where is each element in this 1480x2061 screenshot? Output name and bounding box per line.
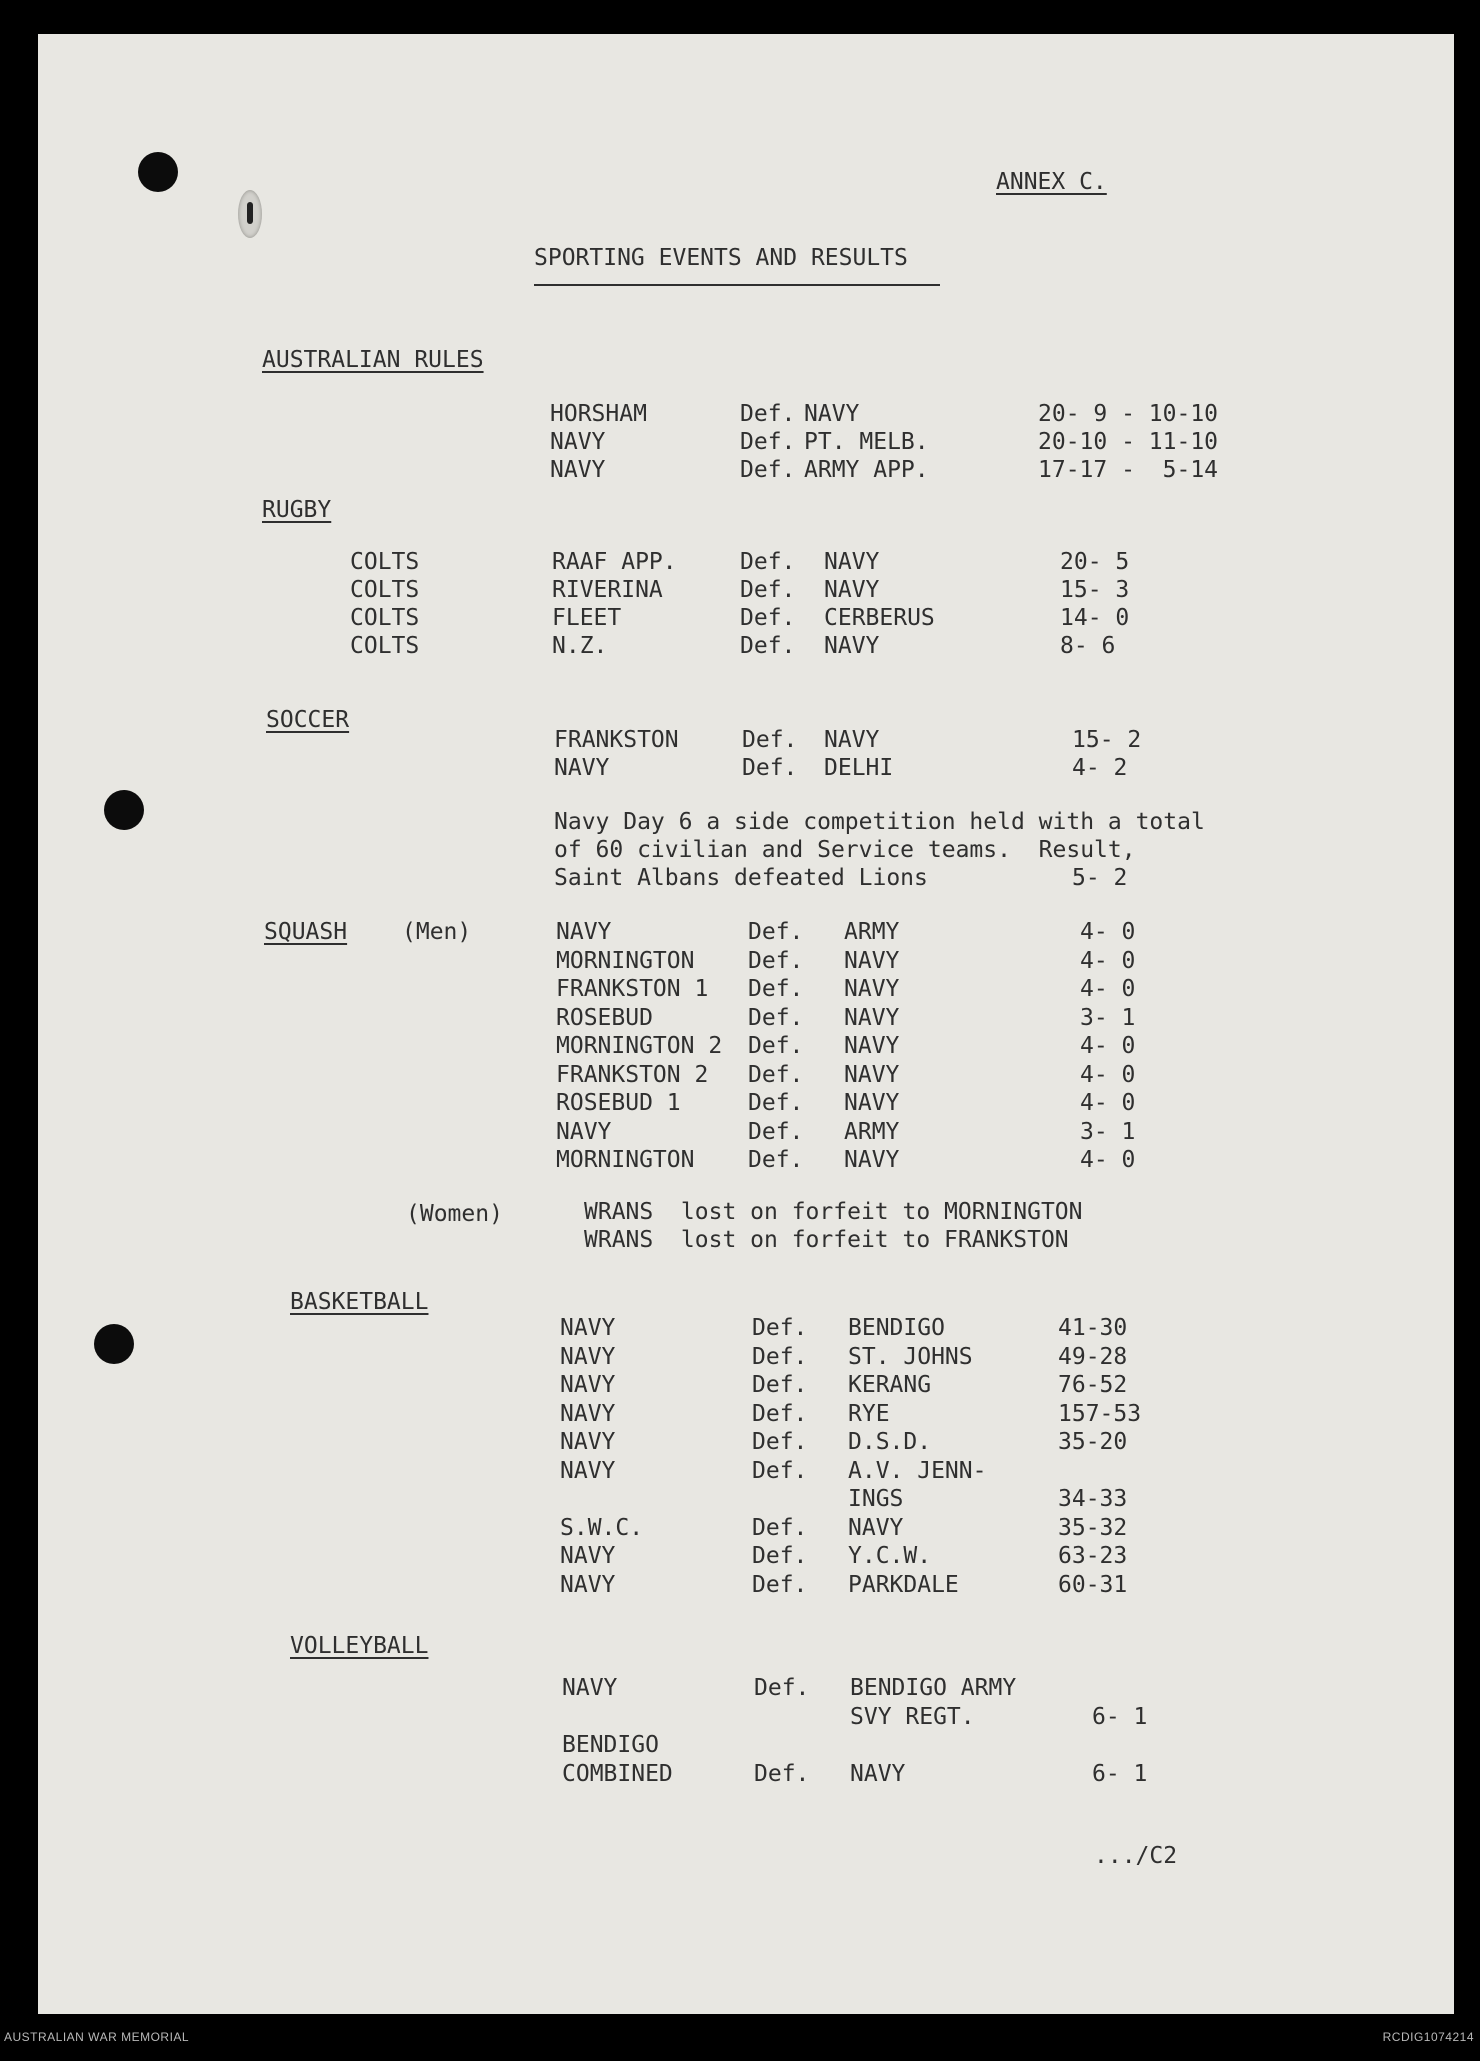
soccer-note-line-1: Navy Day 6 a side competition held with a total [554,809,1205,835]
basketball-def-cell: Def. [752,1429,808,1455]
squash-team-cell: ROSEBUD [556,1004,653,1031]
volleyball-score-cell: 6- 1 [1092,1703,1148,1730]
basketball-def-cell: Def. [752,1343,808,1370]
rugby-grade-cell: COLTS [350,633,420,659]
footer-id: RCDIG1074214 [1382,2030,1474,2044]
soccer-team-cell: FRANKSTON [554,727,679,753]
squash-women-line-2: WRANS lost on forfeit to FRANKSTON [584,1227,1069,1253]
squash-score-cell: 4- 0 [1080,1147,1136,1173]
squash-team-cell: FRANKSTON 1 [556,976,709,1002]
title-underline [534,284,940,286]
aus-opp-cell: PT. MELB. [804,429,929,455]
squash-def-cell: Def. [748,1147,804,1173]
rugby-team-cell: N.Z. [552,633,608,659]
aus-opp-cell: NAVY [804,401,860,427]
basketball-opp-cell: A.V. JENN- [848,1457,987,1484]
rugby-opp-cell: NAVY [824,633,880,659]
rugby-def-cell: Def. [740,633,796,659]
rugby-def-cell: Def. [740,605,796,631]
squash-score-cell: 3- 1 [1080,1004,1136,1031]
squash-women-label: (Women) [406,1201,503,1227]
continued-marker: .../C2 [1094,1843,1178,1869]
rugby-opp-cell: NAVY [824,577,880,603]
basketball-opp-cell: D.S.D. [848,1429,932,1455]
basketball-opp-cell: KERANG [848,1372,932,1398]
basketball-team-cell: NAVY [560,1429,616,1455]
squash-def-cell: Def. [748,1033,804,1059]
squash-def-cell: Def. [748,1061,804,1088]
squash-score-cell: 4- 0 [1080,1090,1136,1116]
basketball-team-cell: NAVY [560,1457,616,1484]
rugby-score-cell: 15- 3 [1060,577,1130,603]
aus-team-cell: HORSHAM [550,401,647,427]
squash-team-cell: MORNINGTON 2 [556,1033,723,1059]
basketball-def-cell: Def. [752,1400,808,1427]
basketball-score-cell: 157-53 [1058,1400,1142,1427]
page-title: SPORTING EVENTS AND RESULTS [534,245,908,271]
rugby-team-cell: FLEET [552,605,622,631]
squash-opp-cell: NAVY [844,1004,900,1031]
squash-opp-cell: NAVY [844,976,900,1002]
rugby-def-cell: Def. [740,549,796,575]
rugby-grade-cell: COLTS [350,605,420,631]
basketball-opp-cell: Y.C.W. [848,1543,932,1569]
aus-team-cell: NAVY [550,429,606,455]
squash-def-cell: Def. [748,976,804,1002]
volleyball-team-cell: BENDIGO [562,1732,659,1758]
basketball-opp-cell: RYE [848,1400,890,1427]
basketball-def-cell: Def. [752,1315,808,1341]
squash-team-cell: MORNINGTON [556,1147,695,1173]
rugby-team-cell: RAAF APP. [552,549,677,575]
basketball-team-cell: NAVY [560,1400,616,1427]
volleyball-score-cell: 6- 1 [1092,1760,1148,1787]
basketball-team-cell: S.W.C. [560,1514,644,1541]
rugby-grade-cell: COLTS [350,549,420,575]
soccer-opp-cell: NAVY [824,727,880,753]
punch-hole-top [138,152,178,192]
squash-opp-cell: ARMY [844,1118,900,1145]
basketball-score-cell: 60-31 [1058,1571,1128,1598]
squash-score-cell: 4- 0 [1080,976,1136,1002]
heading-basketball: BASKETBALL [290,1289,429,1315]
aus-def-cell: Def. [740,457,796,483]
volleyball-opp-cell: BENDIGO ARMY [850,1675,1017,1701]
rugby-score-cell: 14- 0 [1060,605,1130,631]
aus-def-cell: Def. [740,401,796,427]
squash-def-cell: Def. [748,1118,804,1145]
squash-score-cell: 4- 0 [1080,1061,1136,1088]
basketball-opp-cell: BENDIGO [848,1315,945,1341]
heading-australian-rules: AUSTRALIAN RULES [262,347,484,373]
basketball-opp-cell: INGS [848,1486,904,1512]
basketball-team-cell: NAVY [560,1571,616,1598]
basketball-score-cell: 35-20 [1058,1429,1128,1455]
aus-score-cell: 20- 9 - 10-10 [1038,401,1219,427]
annex-label: ANNEX C. [996,169,1107,195]
squash-opp-cell: NAVY [844,947,900,974]
soccer-opp-cell: DELHI [824,755,894,781]
volleyball-opp-cell: NAVY [850,1760,906,1787]
rugby-team-cell: RIVERINA [552,577,663,603]
aus-score-cell: 17-17 - 5-14 [1038,457,1219,483]
rugby-def-cell: Def. [740,577,796,603]
squash-score-cell: 3- 1 [1080,1118,1136,1145]
soccer-note-line-3: Saint Albans defeated Lions [554,865,928,891]
squash-opp-cell: NAVY [844,1147,900,1173]
soccer-def-cell: Def. [742,727,798,753]
squash-team-cell: NAVY [556,919,612,945]
document-page [38,34,1454,2014]
soccer-note-line-2: of 60 civilian and Service teams. Result, [554,837,1136,863]
heading-rugby: RUGBY [262,497,332,523]
punch-hole-lower [94,1324,134,1364]
heading-soccer: SOCCER [266,707,350,733]
volleyball-team-cell: NAVY [562,1675,618,1701]
basketball-team-cell: NAVY [560,1315,616,1341]
basketball-def-cell: Def. [752,1514,808,1541]
squash-def-cell: Def. [748,1090,804,1116]
volleyball-def-cell: Def. [754,1675,810,1701]
basketball-score-cell: 76-52 [1058,1372,1128,1398]
basketball-def-cell: Def. [752,1543,808,1569]
squash-opp-cell: NAVY [844,1033,900,1059]
basketball-def-cell: Def. [752,1372,808,1398]
aus-def-cell: Def. [740,429,796,455]
basketball-score-cell: 49-28 [1058,1343,1128,1370]
squash-def-cell: Def. [748,919,804,945]
soccer-def-cell: Def. [742,755,798,781]
basketball-score-cell: 34-33 [1058,1486,1128,1512]
basketball-team-cell: NAVY [560,1543,616,1569]
squash-opp-cell: NAVY [844,1090,900,1116]
squash-team-cell: MORNINGTON [556,947,695,974]
aus-score-cell: 20-10 - 11-10 [1038,429,1219,455]
punch-hole-middle [104,790,144,830]
soccer-note-score: 5- 2 [1072,865,1128,891]
volleyball-def-cell: Def. [754,1760,810,1787]
aus-opp-cell: ARMY APP. [804,457,929,483]
aus-team-cell: NAVY [550,457,606,483]
basketball-score-cell: 35-32 [1058,1514,1128,1541]
squash-team-cell: FRANKSTON 2 [556,1061,709,1088]
basketball-team-cell: NAVY [560,1343,616,1370]
soccer-score-cell: 15- 2 [1072,727,1142,753]
squash-team-cell: NAVY [556,1118,612,1145]
squash-score-cell: 4- 0 [1080,919,1136,945]
volleyball-team-cell: COMBINED [562,1760,673,1787]
basketball-opp-cell: NAVY [848,1514,904,1541]
squash-team-cell: ROSEBUD 1 [556,1090,681,1116]
squash-def-cell: Def. [748,947,804,974]
volleyball-opp-cell: SVY REGT. [850,1703,975,1730]
basketball-opp-cell: ST. JOHNS [848,1343,973,1370]
rugby-opp-cell: CERBERUS [824,605,935,631]
torn-staple-mark [238,190,262,238]
basketball-score-cell: 41-30 [1058,1315,1128,1341]
basketball-def-cell: Def. [752,1457,808,1484]
squash-def-cell: Def. [748,1004,804,1031]
squash-opp-cell: ARMY [844,919,900,945]
rugby-opp-cell: NAVY [824,549,880,575]
rugby-grade-cell: COLTS [350,577,420,603]
rugby-score-cell: 8- 6 [1060,633,1116,659]
squash-opp-cell: NAVY [844,1061,900,1088]
squash-score-cell: 4- 0 [1080,947,1136,974]
heading-squash: SQUASH [264,919,348,945]
basketball-score-cell: 63-23 [1058,1543,1128,1569]
squash-men-label: (Men) [402,919,472,945]
soccer-team-cell: NAVY [554,755,610,781]
rugby-score-cell: 20- 5 [1060,549,1130,575]
basketball-team-cell: NAVY [560,1372,616,1398]
squash-score-cell: 4- 0 [1080,1033,1136,1059]
heading-volleyball: VOLLEYBALL [290,1633,429,1659]
soccer-score-cell: 4- 2 [1072,755,1128,781]
basketball-def-cell: Def. [752,1571,808,1598]
squash-women-line-1: WRANS lost on forfeit to MORNINGTON [584,1199,1083,1225]
basketball-opp-cell: PARKDALE [848,1571,959,1598]
footer-source: AUSTRALIAN WAR MEMORIAL [4,2030,190,2044]
